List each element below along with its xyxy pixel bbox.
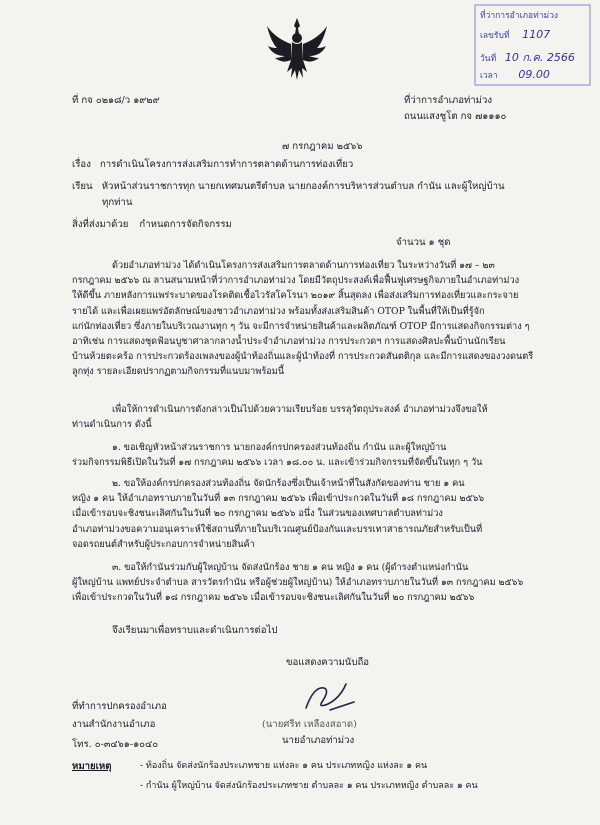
- item1-line: ร่วมกิจกรรมพิธีเปิดในวันที่ ๑๗ กรกฎาคม ๒๕๖๖ เวลา ๑๘.๐๐ น. และเข้าร่วมกิจกรรมที่จัดขึ้นในทุก ๆ วัน: [72, 457, 483, 469]
- stamp-time-label: เวลา: [480, 71, 498, 81]
- para1-line: ลูกทุ่ง รายละเอียดปรากฏตามกิจกรรมที่แนบมาพร้อมนี้: [72, 366, 285, 378]
- item1-line: ๑. ขอเชิญหัวหน้าส่วนราชการ นายกองค์กรปกครองส่วนท้องถิ่น กำนัน และผู้ใหญ่บ้าน: [112, 442, 447, 453]
- enclosure-label: สิ่งที่ส่งมาด้วย: [72, 219, 129, 230]
- note-line-1: - ท้องถิ่น จัดส่งนักร้องประเภทชาย แห่งละ ๑ คน ประเภทหญิง แห่งละ ๑ คน: [140, 761, 428, 771]
- para1-line: รายได้ และเพื่อเผยแพร่อัตลักษณ์ของชาวอำเภอท่าม่วง พร้อมทั้งส่งเสริมสินค้า OTOP ในพื้นที่ให้เป็นที่รู้จัก: [72, 305, 485, 317]
- footer-office-2: งานสำนักงานอำเภอ: [72, 719, 156, 730]
- signer-name: (นายศรีท เหลืองสอาด): [262, 719, 357, 730]
- closing-text: จึงเรียนมาเพื่อทราบและดำเนินการต่อไป: [112, 625, 278, 636]
- signer-position: นายอำเภอท่าม่วง: [282, 735, 355, 746]
- footer-office-1: ที่ทำการปกครองอำเภอ: [72, 701, 167, 712]
- item2-line: จอดรถยนต์สำหรับผู้ประกอบการจำหน่ายสินค้า: [72, 538, 255, 550]
- para1-line: บ้านห้วยตะคร้อ การประกวดร้องเพลงของผู้นำท้องถิ่นและผู้นำท้องที่ การประกวดสันตติกุล และมีการแสดงของวงดนตรี: [72, 351, 534, 363]
- recipient-line-1: หัวหน้าส่วนราชการทุก นายกเทศมนตรีตำบล นายกองค์การบริหารส่วนตำบล กำนัน และผู้ใหญ่บ้าน: [101, 181, 505, 192]
- item3-line: ๓. ขอให้กำนันร่วมกับผู้ใหญ่บ้าน จัดส่งนักร้อง ชาย ๑ คน หญิง ๑ คน (ผู้ดำรงตำแหน่งกำนัน: [112, 562, 469, 573]
- para1-line: ด้วยอำเภอท่าม่วง ได้ดำเนินโครงการส่งเสริมการตลาดด้านการท่องเที่ยว ในระหว่างวันที่ ๑๗ – ๒๓: [112, 260, 495, 271]
- item2-line: ๒. ขอให้องค์กรปกครองส่วนท้องถิ่น จัดนักร้องซึ่งเป็นเจ้าหน้าที่ในสังกัดของท่าน ชาย ๑ คน: [112, 478, 465, 489]
- body-paragraph-2: [72, 402, 542, 432]
- para2-line: เพื่อให้การดำเนินการดังกล่าวเป็นไปด้วยความเรียบร้อย บรรลุวัตถุประสงค์ อำเภอท่าม่วงจึงขอให้: [112, 404, 488, 415]
- handwritten-signature-icon: [300, 680, 360, 714]
- office-line-1: ที่ว่าการอำเภอท่าม่วง: [404, 95, 493, 106]
- stamp-office: ที่ว่าการอำเภอท่าม่วง: [480, 11, 559, 21]
- subject-label: เรื่อง: [72, 159, 91, 170]
- doc-number: ที่ กจ ๐๒๑๘/ว ๑๙๒๙: [72, 95, 160, 106]
- para1-line: กรกฎาคม ๒๕๖๖ ณ ลานสนามหน้าที่ว่าการอำเภอท่าม่วง โดยมีวัตถุประสงค์เพื่อฟื้นฟูเศรษฐกิจภายในอำเภอท่าม่วง: [72, 275, 520, 287]
- para1-line: อาทิเช่น การแสดงชุดฟ้อนบูชาศาลากลางน้ำประจำอำเภอท่าม่วง การประกวดฯ การแสดงศิลปะพื้นบ้านนักเรียน: [72, 336, 506, 348]
- item3-line: เพื่อเข้าประกวดในวันที่ ๑๘ กรกฎาคม ๒๕๖๖ เมื่อเข้ารอบจะชิงชนะเลิศกันในวันที่ ๒๐ กรกฎาคม ๒๕๖๖: [72, 592, 475, 604]
- footer-phone: โทร. ๐-๓๔๖๑-๑๐๔๐: [72, 739, 159, 750]
- body-item-2: [72, 476, 542, 552]
- body-item-1: [72, 440, 542, 470]
- note-label: หมายเหตุ: [72, 761, 112, 772]
- item2-line: เมื่อเข้ารอบจะชิงชนะเลิศกันในวันที่ ๒๐ กรกฎาคม ๒๕๖๖ อนึ่ง ในส่วนของเทศบาลตำบลท่าม่วง: [72, 508, 443, 520]
- item2-line: หญิง ๑ คน ให้อำเภอทราบภายในวันที่ ๑๓ กรกฎาคม ๒๕๖๖ เพื่อเข้าประกวดในวันที่ ๑๘ กรกฎาคม ๒๕๖๖: [72, 493, 485, 505]
- body-paragraph-1: [72, 258, 542, 380]
- stamp-receipt-label: เลขรับที่: [480, 31, 510, 41]
- enclosure-qty: จำนวน ๑ ชุด: [396, 237, 451, 248]
- enclosure-item: กำหนดการจัดกิจกรรม: [139, 219, 232, 230]
- recipient-label: เรียน: [72, 181, 93, 192]
- stamp-time-value: 09.00: [518, 68, 550, 81]
- garuda-emblem-icon: [265, 16, 329, 84]
- stamp-receipt-no: 1107: [522, 28, 551, 41]
- regards-text: ขอแสดงความนับถือ: [286, 657, 370, 668]
- note-line-2: - กำนัน ผู้ใหญ่บ้าน จัดส่งนักร้องประเภทชาย ตำบลละ ๑ คน ประเภทหญิง ตำบลละ ๑ คน: [140, 781, 478, 791]
- doc-date: ๗ กรกฎาคม ๒๕๖๖: [282, 141, 363, 152]
- para1-line: แก่นักท่องเที่ยว ซึ่งภายในบริเวณงานทุก ๆ วัน จะมีการจำหน่ายสินค้าและผลิตภัณฑ์ OTOP มีการแสดงกิจกรรมต่าง ๆ: [72, 320, 530, 332]
- stamp-date-value: 10 ก.ค. 2566: [504, 51, 575, 64]
- recipient-line-2: ทุกท่าน: [102, 197, 133, 208]
- para1-line: ให้ดีขึ้น ภายหลังการแพร่ระบาดของโรคติดเชื้อไวรัสโคโรนา ๒๐๑๙ สิ้นสุดลง เพื่อส่งเสริมการท่องเที่ยวและกระจาย: [72, 290, 519, 302]
- subject-text: การดำเนินโครงการส่งเสริมการทำการตลาดด้านการท่องเที่ยว: [99, 159, 354, 170]
- body-item-3: [72, 560, 542, 606]
- stamp-date-label: วันที่: [480, 54, 497, 64]
- para2-line: ท่านดำเนินการ ดังนี้: [72, 419, 152, 431]
- item3-line: ผู้ใหญ่บ้าน แพทย์ประจำตำบล สารวัตรกำนัน หรือผู้ช่วยผู้ใหญ่บ้าน) ให้อำเภอทราบภายในวันที่ ๑๓ กรกฎาคม ๒๕๖๖: [72, 577, 524, 589]
- office-line-2: ถนนแสงชูโต กจ ๗๑๑๑๐: [404, 111, 507, 122]
- receipt-stamp: [474, 4, 592, 86]
- item2-line: อำเภอท่าม่วงขอความอนุเคราะห์ใช้สถานที่ภายในบริเวณศูนย์ป้องกันและบรรเทาสาธารณภัยสำหรับเป็นที่: [72, 523, 483, 535]
